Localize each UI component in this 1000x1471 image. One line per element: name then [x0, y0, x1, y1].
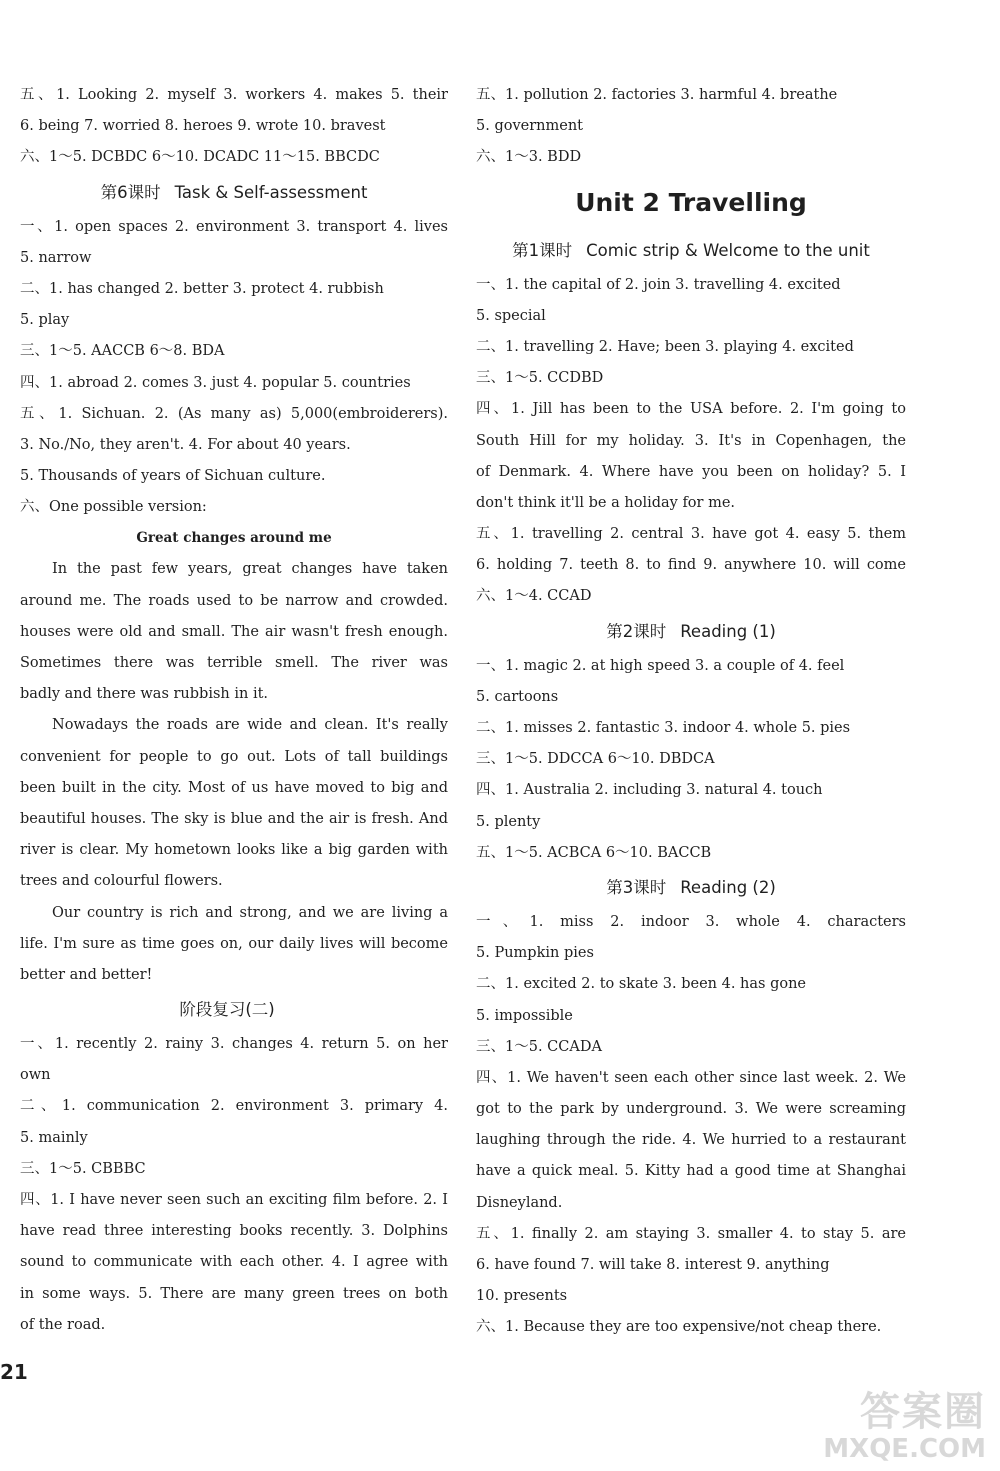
- answer-line: 三、1～5. CCDBD: [476, 370, 604, 387]
- page-number: 21: [0, 1360, 28, 1384]
- answer-line: 三、1～5. DDCCA 6～10. DBDCA: [476, 751, 715, 768]
- answer-line: 5. play: [20, 312, 70, 329]
- answer-line: 5. Pumpkin pies: [476, 945, 594, 962]
- answer-line: Sometimes there was terrible smell. The river was: [20, 655, 448, 671]
- answer-line: 二、1. excited 2. to skate 3. been 4. has gone: [476, 976, 807, 993]
- answer-line: 5. narrow: [20, 249, 92, 266]
- lesson-number: 第1课时: [512, 240, 573, 260]
- answer-line: of Denmark. 4. Where have you been on holiday? 5. I: [476, 463, 906, 480]
- answer-line: 一、1. the capital of 2. join 3. travelling 4. excited: [476, 276, 841, 293]
- answer-line: river is clear. My hometown looks like a big garden with: [20, 842, 448, 859]
- answer-line: houses were old and small. The air wasn't fresh enough.: [20, 623, 448, 640]
- answer-line: sound to communicate with each other. 4. I agree with: [20, 1254, 448, 1271]
- answer-line: have a quick meal. 5. Kitty had a good time at Shanghai: [476, 1163, 906, 1180]
- answer-line: laughing through the ride. 4. We hurried to a restaurant: [476, 1132, 906, 1149]
- answer-line: 三、1～5. CCADA: [476, 1038, 602, 1055]
- answer-line: 二、1. has changed 2. better 3. protect 4. rubbish: [20, 280, 384, 297]
- answer-line: 三、1～5. AACCB 6～8. BDA: [20, 343, 225, 360]
- lesson-number: 第6课时: [100, 182, 161, 202]
- unit-title: Unit 2 Travelling: [575, 187, 807, 217]
- answer-line: got to the park by underground. 3. We were screaming: [476, 1101, 906, 1118]
- answer-line: of the road.: [20, 1316, 106, 1333]
- answer-line: 五、1. Looking 2. myself 3. workers 4. makes 5. their: [20, 87, 448, 103]
- lesson-number: 阶段复习(二): [179, 1000, 275, 1020]
- lesson-number: 第2课时: [606, 621, 667, 641]
- answer-line: 二、1. communication 2. environment 3. primary 4.: [20, 1098, 448, 1115]
- answer-line: around me. The roads used to be narrow and crowded.: [20, 592, 448, 609]
- answer-line: 四、1. Jill has been to the USA before. 2. I'm going to: [476, 401, 906, 418]
- answer-line: 5. Thousands of years of Sichuan culture.: [20, 468, 326, 485]
- answer-line: 四、1. I have never seen such an exciting film before. 2. I: [20, 1192, 448, 1208]
- essay-paragraph-line: In the past few years, great changes have taken: [52, 561, 448, 578]
- answer-line: 一、1. miss 2. indoor 3. whole 4. characters: [476, 913, 906, 930]
- answer-line: 二、1. travelling 2. Have; been 3. playing 4. excited: [476, 338, 854, 355]
- answer-line: 五、1. pollution 2. factories 3. harmful 4. breathe: [476, 87, 838, 103]
- essay-paragraph-line: Our country is rich and strong, and we are living a: [52, 904, 448, 921]
- answer-line: 二、1. misses 2. fantastic 3. indoor 4. whole 5. pies: [476, 720, 851, 736]
- section-heading: [476, 232, 906, 270]
- answer-line: 5. government: [476, 118, 583, 135]
- answer-line: don't think it'll be a holiday for me.: [476, 494, 736, 511]
- section-heading: [20, 991, 448, 1029]
- answer-line: in some ways. 5. There are many green trees on both: [20, 1285, 448, 1302]
- lesson-title: Reading (2): [680, 877, 776, 897]
- answer-line: trees and colourful flowers.: [20, 873, 223, 890]
- answer-line: 5. mainly: [20, 1129, 88, 1146]
- answer-line: 四、1. Australia 2. including 3. natural 4. touch: [476, 782, 823, 799]
- answer-line: better and better!: [20, 966, 153, 983]
- watermark-logo-text: 答案圈: [860, 1389, 986, 1435]
- answer-line: 四、1. We haven't seen each other since last week. 2. We: [476, 1069, 906, 1086]
- answer-line: 5. cartoons: [476, 688, 559, 705]
- answer-line: 六、One possible version:: [20, 499, 207, 516]
- answer-line: 一、1. magic 2. at high speed 3. a couple of 4. feel: [476, 657, 845, 674]
- answer-line: 五、1. Sichuan. 2. (As many as) 5,000(embroiderers).: [20, 405, 448, 422]
- answer-line: 10. presents: [476, 1288, 568, 1305]
- answer-line: badly and there was rubbish in it.: [20, 686, 269, 703]
- lesson-title: Reading (1): [680, 621, 776, 641]
- section-heading: [20, 174, 448, 212]
- answer-line: 三、1～5. CBBBC: [20, 1160, 146, 1177]
- watermark-url: MXQE.COM: [823, 1434, 986, 1464]
- answer-line: 四、1. abroad 2. comes 3. just 4. popular 5. countries: [20, 374, 411, 391]
- section-heading: [476, 869, 906, 907]
- answer-line: 六、1～3. BDD: [476, 149, 582, 166]
- answer-line: 五、1. finally 2. am staying 3. smaller 4. to stay 5. are: [476, 1225, 906, 1242]
- answer-line: 五、1. travelling 2. central 3. have got 4. easy 5. them: [476, 526, 906, 543]
- answer-line: 6. holding 7. teeth 8. to find 9. anywhere 10. will come: [476, 557, 906, 574]
- answer-line: 一、1. recently 2. rainy 3. changes 4. return 5. on her: [20, 1036, 448, 1053]
- answer-line: have read three interesting books recently. 3. Dolphins: [20, 1223, 448, 1240]
- section-heading: [476, 613, 906, 651]
- answer-line: 5. impossible: [476, 1007, 573, 1024]
- answer-line: 六、1. Because they are too expensive/not cheap there.: [476, 1319, 882, 1336]
- watermark: [823, 1390, 986, 1464]
- answer-line: own: [20, 1067, 51, 1084]
- answer-line: Disneyland.: [476, 1194, 563, 1211]
- answer-line: 五、1～5. ACBCA 6～10. BACCB: [476, 844, 712, 861]
- lesson-number: 第3课时: [606, 877, 667, 897]
- answer-line: life. I'm sure as time goes on, our daily lives will become: [20, 935, 448, 952]
- answer-line: 六、1～4. CCAD: [476, 588, 592, 605]
- lesson-title: Task & Self-assessment: [174, 182, 368, 202]
- lesson-title: Comic strip & Welcome to the unit: [586, 240, 870, 260]
- answer-line: been built in the city. Most of us have moved to big and: [20, 779, 448, 796]
- answer-line: 六、1～5. DCBDC 6～10. DCADC 11～15. BBCDC: [20, 149, 380, 166]
- answer-line: 6. being 7. worried 8. heroes 9. wrote 10. bravest: [20, 118, 386, 135]
- essay-paragraph-line: Nowadays the roads are wide and clean. It's really: [52, 717, 448, 734]
- answer-line: 3. No./No, they aren't. 4. For about 40 years.: [20, 436, 351, 453]
- answer-line: 5. plenty: [476, 813, 541, 830]
- right-column: [476, 80, 906, 1344]
- answer-line: 一、1. open spaces 2. environment 3. transport 4. lives: [20, 218, 448, 235]
- answer-line: 5. special: [476, 307, 546, 324]
- left-column: [20, 80, 448, 1341]
- answer-line: convenient for people to go out. Lots of tall buildings: [20, 748, 448, 765]
- answer-line: South Hill for my holiday. 3. It's in Copenhagen, the: [476, 432, 906, 449]
- essay-title: Great changes around me: [136, 530, 332, 547]
- answer-line: 6. have found 7. will take 8. interest 9. anything: [476, 1257, 830, 1273]
- answer-line: beautiful houses. The sky is blue and the air is fresh. And: [20, 810, 448, 827]
